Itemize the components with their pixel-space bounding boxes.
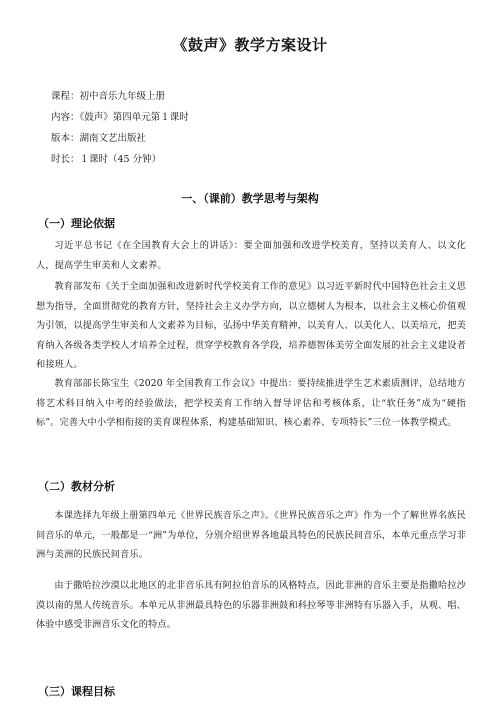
- section-1-title: 一、（课前）教学思考与架构: [181, 192, 319, 205]
- meta-edition: 版本：湖南文艺出版社: [51, 133, 147, 144]
- textbook-paragraph-1: 本课选择九年级上册第四单元《世界民族音乐之声》。《世界民族音乐之声》作为一个了解世界名族民间音乐的单元，一般都是一“洲”为单位，分别介绍世界各地最具特色的民族民间音乐，本单元重点学习非洲与美洲的民族民间音乐。: [36, 510, 466, 560]
- theory-paragraph-3: 教育部部长陈宝生《2020 年全国教育工作会议》中提出：要持续推进学生艺术素质测评，总结地方将艺术科目纳入中考的经验做法，把学校美育工作纳入督导评估和考核体系，让“软任务”成为“硬指标”。完善大中小学相衔接的美育课程体系，构建基础知识、核心素养、专项特长”三位一体教学模式。: [36, 378, 466, 428]
- meta-duration: 时长：１课时（45 分钟）: [51, 154, 162, 165]
- course-meta: [51, 86, 189, 170]
- meta-course: 课程：初中音乐九年级上册: [51, 91, 166, 102]
- theory-paragraph-2: 教育部发布《关于全面加强和改进新时代学校美育工作的意见》以习近平新时代中国特色社会主义思想为指导，全面贯彻党的教育方针，坚持社会主义办学方向，以立德树人为根本，以社会主义核心价值观为引领，以提高学生审美和人文素养为目标，弘扬中华美育精神，以美育人、以美化人、以美培元，把美育纳入各级各类学校人才培养全过程，贯穿学校教育各学段，培养德智体美劳全面发展的社会主义建设者和接班人。: [36, 281, 466, 370]
- meta-content: 内容：《鼓声》第四单元第１课时: [51, 112, 189, 123]
- textbook-paragraph-2: 由于撒哈拉沙漠以北地区的北非音乐具有阿拉伯音乐的风格特点，因此非洲的音乐主要是指撒哈拉沙漠以南的黑人传统音乐。本单元从非洲最具特色的乐器非洲鼓和科拉琴等非洲特有乐器入手，从观、唱、体验中感受非洲音乐文化的特点。: [36, 580, 466, 630]
- subsection-textbook-title: （二）教材分析: [38, 480, 115, 493]
- subsection-theory-title: （一）理论依据: [38, 217, 115, 230]
- subsection-objectives-title: （三）课程目标: [38, 685, 115, 698]
- document-title: 《鼓声》教学方案设计: [172, 36, 328, 54]
- theory-paragraph-1: 习近平总书记《在全国教育大会上的讲话》：要全面加强和改进学校美育，坚持以美育人、以文化人，提高学生审美和人文素养。: [36, 240, 466, 271]
